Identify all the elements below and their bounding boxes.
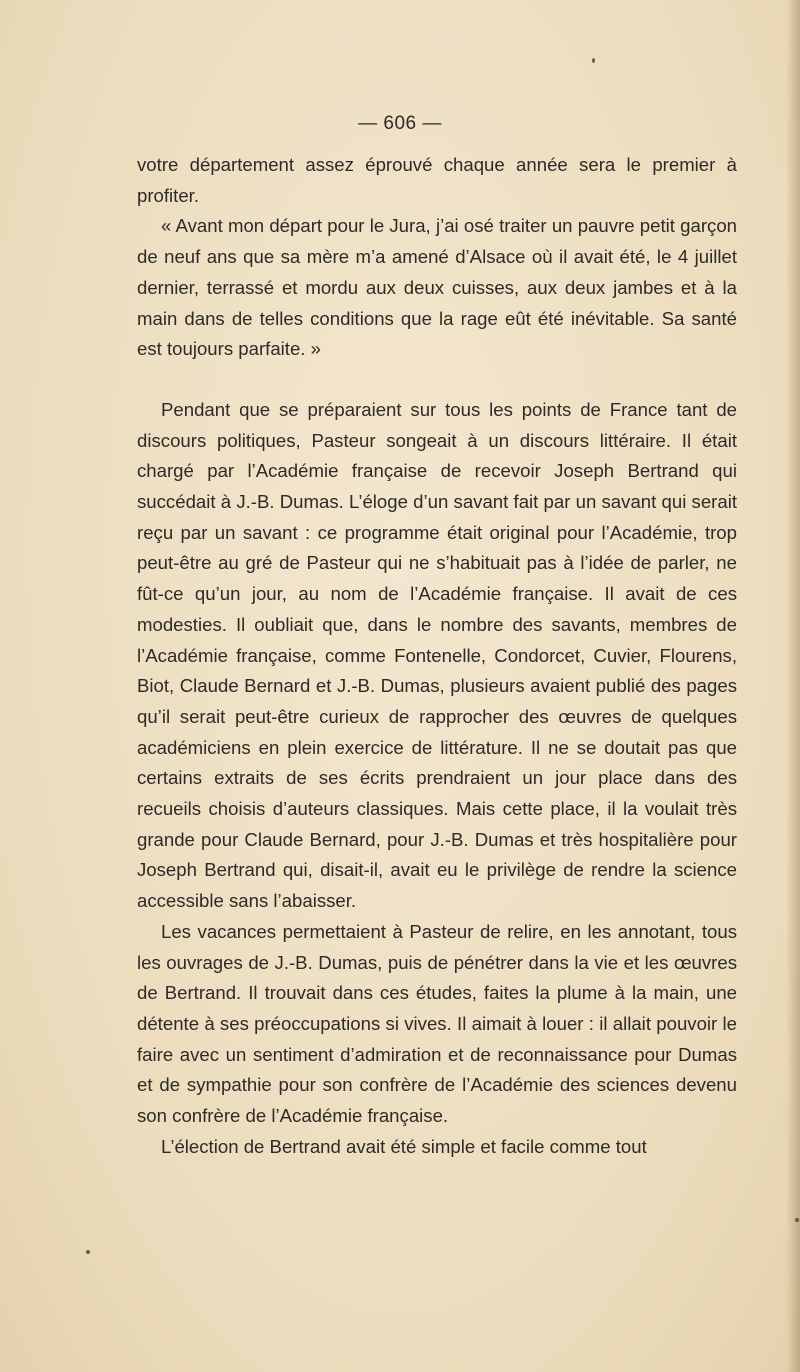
paragraph: « Avant mon départ pour le Jura, j’ai osé traiter un pauvre petit garçon de neuf ans que sa mère m’a amené d’Alsace où il avait été, le 4 juillet dernier, terrassé et mordu aux deux cuisses, aux deux jambes et à la main dans de telles conditions que la rage eût été inévitable. Sa santé est toujours parfaite. » (137, 215, 737, 360)
page-edge-shadow (786, 0, 800, 1372)
paragraph: Pendant que se préparaient sur tous les points de France tant de discours politiques, Pasteur songeait à un discours littéraire. Il était chargé par l’Académie française de recevoir Joseph Bertrand qui succédait à J.-B. Dumas. L’éloge d’un savant fait par un savant qui serait reçu par un savant : ce programme était original pour l’Académie, trop peut-être au gré de Pasteur qui ne s’habituait pas à l’idée de parler, ne fût-ce qu’un jour, au nom de l’Académie française. Il avait de ces modesties. Il oubliait que, dans le nombre des savants, membres de l’Académie française, comme Fontenelle, Condorcet, Cuvier, Flourens, Biot, Claude Bernard et J.-B. Dumas, plusieurs avaient publié des pages qu’il serait peut-être curieux de rapprocher des œuvres de quelques académiciens en plein exercice de littérature. Il ne se doutait pas que certains extraits de ses écrits prendraient un jour place dans des recueils choisis d’auteurs classiques. Mais cette place, il la voulait très grande pour Claude Bernard, pour J.-B. Dumas et très hospitalière pour Joseph Bertrand qui, disait-il, avait eu le privilège de rendre la science accessible sans l’abaisser. (137, 398, 737, 912)
ink-speck (86, 1250, 90, 1254)
page-number: — 606 — (358, 113, 442, 134)
body-text (137, 150, 737, 1163)
paragraph: Les vacances permettaient à Pasteur de relire, en les annotant, tous les ouvrages de J.-B. Dumas, puis de pénétrer dans la vie et les œuvres de Bertrand. Il trouvait dans ces études, faites la plume à la main, une détente à ses préoccupations si vives. Il aimait à louer : il allait pouvoir le faire avec un sentiment d’admiration et de reconnaissance pour Dumas et de sympathie pour son confrère de l’Académie des sciences devenu son confrère de l’Académie française. (137, 920, 737, 1127)
paragraph: votre département assez éprouvé chaque année sera le premier à profiter. (137, 154, 737, 206)
paragraph: L’élection de Bertrand avait été simple et facile comme tout (161, 1135, 647, 1157)
ink-speck (795, 1218, 799, 1222)
ink-speck (592, 58, 595, 63)
